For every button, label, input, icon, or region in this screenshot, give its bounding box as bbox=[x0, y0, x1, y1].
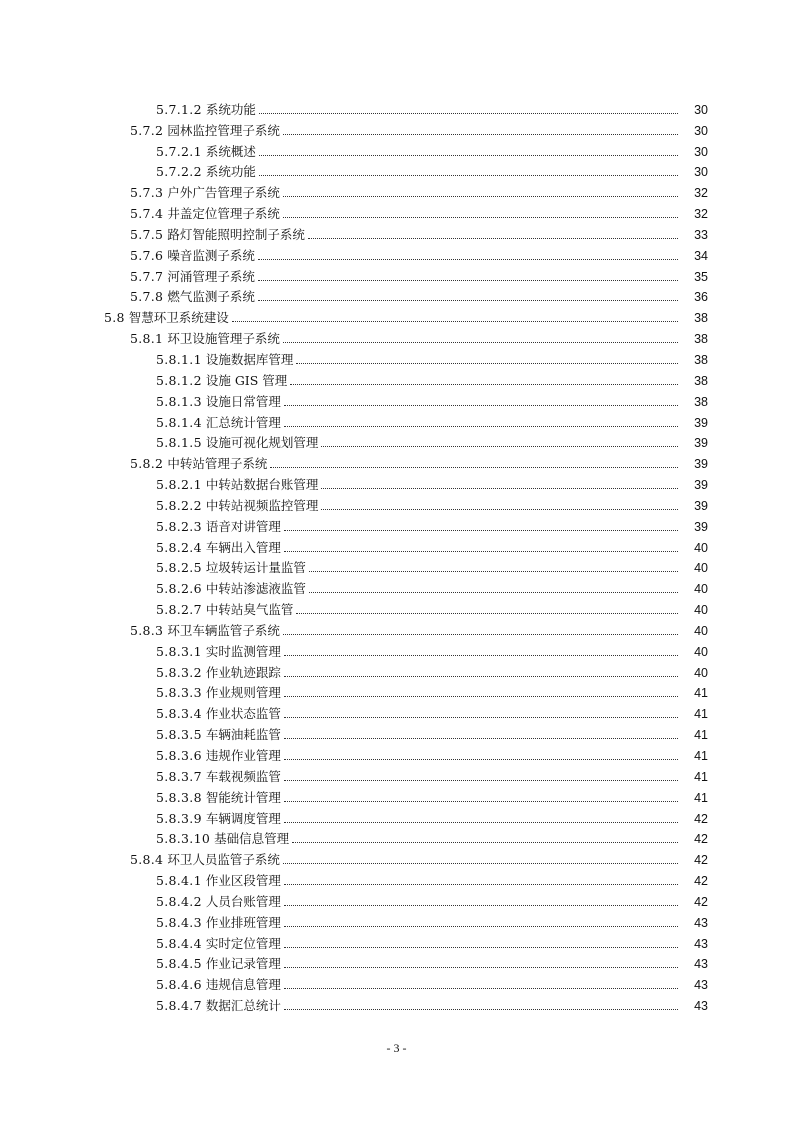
toc-entry[interactable] bbox=[0, 451, 793, 472]
toc-entry-title: 园林监控管理子系统 bbox=[167, 122, 280, 138]
toc-entry[interactable] bbox=[0, 556, 793, 577]
toc-entry[interactable] bbox=[0, 472, 793, 493]
toc-entry-number: 5.8.4.4 bbox=[156, 935, 202, 951]
toc-entry-number: 5.7.3 bbox=[130, 185, 164, 201]
toc-dot-leader bbox=[284, 759, 678, 760]
toc-entry[interactable] bbox=[0, 701, 793, 722]
toc-entry[interactable] bbox=[0, 431, 793, 452]
toc-dot-leader bbox=[284, 988, 678, 989]
toc-entry-title: 垃圾转运计量监管 bbox=[205, 560, 306, 576]
toc-entry-page: 39 bbox=[694, 415, 708, 430]
toc-entry[interactable] bbox=[0, 827, 793, 848]
toc-entry-page: 38 bbox=[694, 311, 708, 326]
toc-entry-page: 41 bbox=[694, 749, 708, 763]
toc-entry-number: 5.8.4.2 bbox=[156, 893, 202, 909]
toc-entry-title: 中转站视频监控管理 bbox=[205, 497, 319, 513]
toc-entry-title: 作业轨迹跟踪 bbox=[205, 664, 281, 680]
toc-dot-leader bbox=[284, 822, 678, 823]
toc-entry-page: 42 bbox=[694, 811, 708, 826]
toc-entry-page: 30 bbox=[694, 102, 708, 117]
toc-dot-leader bbox=[284, 967, 678, 968]
toc-entry-number: 5.8.2.2 bbox=[156, 497, 202, 513]
toc-entry-number: 5.8.1.3 bbox=[156, 393, 202, 409]
toc-entry-title: 车辆出入管理 bbox=[205, 539, 281, 555]
toc-entry-page: 40 bbox=[694, 561, 708, 576]
toc-entry[interactable] bbox=[0, 889, 793, 910]
toc-dot-leader bbox=[309, 592, 678, 593]
toc-dot-leader bbox=[284, 530, 678, 531]
toc-entry-title: 作业规则管理 bbox=[205, 685, 281, 701]
toc-entry-page: 41 bbox=[694, 707, 708, 722]
toc-dot-leader bbox=[284, 426, 678, 427]
toc-entry-title: 环卫人员监管子系统 bbox=[167, 852, 280, 868]
toc-entry[interactable] bbox=[0, 743, 793, 764]
toc-dot-leader bbox=[296, 363, 678, 364]
toc-entry-number: 5.8.3.10 bbox=[156, 831, 211, 847]
toc-entry-title: 燃气监测子系统 bbox=[167, 289, 255, 305]
toc-dot-leader bbox=[283, 217, 678, 218]
toc-entry-number: 5.7.2 bbox=[130, 122, 164, 138]
toc-dot-leader bbox=[284, 1009, 678, 1010]
toc-entry-number: 5.8.3.7 bbox=[156, 768, 202, 784]
toc-entry-title: 系统功能 bbox=[205, 101, 256, 117]
toc-dot-leader bbox=[284, 926, 678, 927]
toc-dot-leader bbox=[284, 780, 678, 781]
toc-entry[interactable] bbox=[0, 326, 793, 347]
toc-entry-number: 5.7.5 bbox=[130, 226, 164, 242]
toc-entry-page: 30 bbox=[694, 144, 708, 159]
toc-dot-leader bbox=[283, 196, 678, 197]
toc-dot-leader bbox=[283, 863, 678, 864]
toc-entry-page: 43 bbox=[694, 936, 708, 951]
toc-entry-title: 智慧环卫系统建设 bbox=[128, 310, 229, 326]
toc-entry-number: 5.8.2.3 bbox=[156, 518, 202, 534]
toc-entry-title: 实时定位管理 bbox=[205, 935, 281, 951]
toc-dot-leader bbox=[284, 676, 678, 677]
toc-entry[interactable] bbox=[0, 389, 793, 410]
toc-dot-leader bbox=[292, 842, 678, 843]
table-of-contents bbox=[0, 97, 793, 1014]
toc-dot-leader bbox=[296, 613, 678, 614]
toc-entry-title: 基础信息管理 bbox=[214, 831, 290, 847]
toc-entry-title: 作业状态监管 bbox=[205, 706, 281, 722]
toc-entry-number: 5.8.2.5 bbox=[156, 560, 202, 576]
page-number: - 3 - bbox=[386, 1041, 407, 1055]
toc-entry-title: 数据汇总统计 bbox=[205, 998, 281, 1014]
toc-entry[interactable] bbox=[0, 618, 793, 639]
toc-entry[interactable] bbox=[0, 368, 793, 389]
toc-entry-number: 5.7.7 bbox=[130, 268, 164, 284]
toc-entry-title: 车辆油耗监管 bbox=[205, 727, 281, 743]
toc-entry-page: 36 bbox=[694, 290, 708, 305]
toc-entry-title: 环卫设施管理子系统 bbox=[167, 331, 280, 347]
toc-entry-page: 42 bbox=[694, 894, 708, 909]
toc-entry-page: 43 bbox=[694, 915, 708, 930]
toc-entry-number: 5.7.2.1 bbox=[156, 143, 202, 159]
toc-dot-leader bbox=[309, 571, 678, 572]
toc-entry[interactable] bbox=[0, 785, 793, 806]
toc-entry-page: 39 bbox=[694, 436, 708, 451]
toc-entry-page: 35 bbox=[694, 269, 708, 284]
toc-entry-number: 5.8.3.3 bbox=[156, 685, 202, 701]
toc-entry-title: 系统概述 bbox=[205, 143, 256, 159]
toc-entry-page: 40 bbox=[694, 665, 708, 680]
toc-entry-number: 5.8.1.4 bbox=[156, 414, 202, 430]
toc-entry-page: 40 bbox=[694, 603, 708, 618]
toc-dot-leader bbox=[270, 467, 678, 468]
toc-entry-title: 车载视频监管 bbox=[205, 768, 281, 784]
toc-entry[interactable] bbox=[0, 243, 793, 264]
toc-entry-number: 5.8.2 bbox=[130, 456, 164, 472]
toc-entry-page: 39 bbox=[694, 519, 708, 534]
toc-entry-title: 智能统计管理 bbox=[205, 789, 281, 805]
toc-entry-page: 38 bbox=[694, 352, 708, 367]
toc-entry-page: 41 bbox=[694, 728, 708, 743]
toc-entry-page: 42 bbox=[694, 832, 708, 847]
toc-entry-title: 作业记录管理 bbox=[205, 956, 281, 972]
toc-entry-title: 环卫车辆监管子系统 bbox=[167, 622, 280, 638]
toc-entry-title: 人员台账管理 bbox=[205, 893, 281, 909]
toc-entry-page: 38 bbox=[694, 332, 708, 347]
toc-entry-title: 河涌管理子系统 bbox=[167, 268, 255, 284]
toc-entry-title: 违规作业管理 bbox=[205, 748, 281, 763]
toc-entry-number: 5.8.1 bbox=[130, 331, 164, 347]
toc-entry[interactable] bbox=[0, 910, 793, 931]
toc-dot-leader bbox=[290, 384, 678, 385]
toc-dot-leader bbox=[258, 300, 678, 301]
toc-entry-title: 井盖定位管理子系统 bbox=[167, 206, 280, 222]
toc-entry-number: 5.8.3 bbox=[130, 622, 164, 638]
toc-entry[interactable] bbox=[0, 952, 793, 973]
toc-entry-number: 5.8.4.6 bbox=[156, 977, 202, 993]
toc-entry[interactable] bbox=[0, 847, 793, 868]
toc-dot-leader bbox=[283, 634, 678, 635]
toc-entry-number: 5.7.6 bbox=[130, 247, 164, 263]
toc-dot-leader bbox=[283, 134, 678, 135]
toc-entry-title: 中转站数据台账管理 bbox=[205, 477, 319, 493]
toc-entry-title: 噪音监测子系统 bbox=[167, 247, 255, 263]
toc-entry-number: 5.8.1.5 bbox=[156, 435, 202, 451]
toc-entry-page: 39 bbox=[694, 478, 708, 493]
toc-entry[interactable] bbox=[0, 681, 793, 702]
toc-entry-number: 5.7.1.2 bbox=[156, 101, 202, 117]
toc-dot-leader bbox=[283, 342, 678, 343]
toc-dot-leader bbox=[284, 905, 678, 906]
toc-entry[interactable] bbox=[0, 410, 793, 431]
toc-entry[interactable] bbox=[0, 535, 793, 556]
toc-entry-page: 43 bbox=[694, 978, 708, 993]
toc-entry-page: 38 bbox=[694, 394, 708, 409]
toc-entry-page: 40 bbox=[694, 582, 708, 597]
toc-entry-title: 设施 GIS 管理 bbox=[205, 372, 288, 388]
toc-dot-leader bbox=[321, 446, 678, 447]
toc-entry-page: 42 bbox=[694, 874, 708, 889]
toc-entry-page: 33 bbox=[694, 227, 708, 242]
toc-entry-page: 39 bbox=[694, 498, 708, 513]
toc-entry[interactable] bbox=[0, 514, 793, 535]
toc-entry-title: 实时监测管理 bbox=[205, 643, 281, 659]
toc-dot-leader bbox=[284, 801, 678, 802]
toc-entry-page: 30 bbox=[694, 165, 708, 180]
toc-entry-number: 5.8.4.1 bbox=[156, 873, 202, 889]
toc-dot-leader bbox=[321, 509, 678, 510]
toc-dot-leader bbox=[284, 738, 678, 739]
toc-entry-title: 路灯智能照明控制子系统 bbox=[167, 226, 305, 242]
toc-entry-title: 违规信息管理 bbox=[205, 977, 281, 993]
toc-entry-title: 户外广告管理子系统 bbox=[167, 185, 280, 201]
toc-entry[interactable] bbox=[0, 972, 793, 993]
toc-entry-page: 34 bbox=[694, 248, 708, 263]
toc-entry[interactable] bbox=[0, 806, 793, 827]
toc-entry[interactable] bbox=[0, 347, 793, 368]
toc-dot-leader bbox=[259, 155, 678, 156]
toc-entry[interactable] bbox=[0, 722, 793, 743]
toc-dot-leader bbox=[284, 696, 678, 697]
toc-entry-number: 5.8.3.1 bbox=[156, 643, 202, 659]
toc-dot-leader bbox=[284, 884, 678, 885]
toc-entry-title: 作业区段管理 bbox=[205, 873, 281, 889]
toc-entry-number: 5.8.3.8 bbox=[156, 789, 202, 805]
toc-dot-leader bbox=[284, 655, 678, 656]
toc-entry-page: 32 bbox=[694, 186, 708, 201]
toc-entry-title: 中转站管理子系统 bbox=[167, 456, 268, 472]
toc-entry-number: 5.8.4.3 bbox=[156, 914, 202, 930]
toc-dot-leader bbox=[232, 321, 678, 322]
toc-entry-page: 40 bbox=[694, 623, 708, 638]
toc-entry-title: 设施日常管理 bbox=[205, 393, 281, 409]
toc-entry[interactable] bbox=[0, 764, 793, 785]
toc-entry-title: 中转站臭气监管 bbox=[205, 602, 294, 618]
toc-entry-page: 40 bbox=[694, 644, 708, 659]
toc-dot-leader bbox=[284, 947, 678, 948]
toc-entry[interactable] bbox=[0, 285, 793, 306]
toc-entry[interactable] bbox=[0, 597, 793, 618]
toc-entry[interactable] bbox=[0, 993, 793, 1014]
toc-entry-page: 40 bbox=[694, 540, 708, 555]
toc-entry[interactable] bbox=[0, 639, 793, 660]
toc-entry-page: 32 bbox=[694, 207, 708, 222]
toc-entry[interactable] bbox=[0, 868, 793, 889]
toc-entry[interactable] bbox=[0, 201, 793, 222]
toc-entry[interactable] bbox=[0, 222, 793, 243]
toc-entry-page: 43 bbox=[694, 957, 708, 972]
toc-entry-title: 作业排班管理 bbox=[205, 914, 281, 930]
toc-dot-leader bbox=[308, 238, 678, 239]
toc-entry-number: 5.7.2.2 bbox=[156, 164, 202, 180]
toc-entry-number: 5.8.2.7 bbox=[156, 602, 202, 618]
toc-entry-number: 5.8.1.1 bbox=[156, 351, 202, 367]
toc-entry[interactable] bbox=[0, 118, 793, 139]
toc-entry-number: 5.8.3.5 bbox=[156, 727, 202, 743]
toc-entry-number: 5.8.4.5 bbox=[156, 956, 202, 972]
toc-entry-number: 5.8.3.2 bbox=[156, 664, 202, 680]
toc-entry-title: 设施数据库管理 bbox=[205, 351, 294, 367]
toc-entry-number: 5.8.2.6 bbox=[156, 581, 202, 597]
toc-dot-leader bbox=[284, 405, 678, 406]
toc-dot-leader bbox=[321, 488, 678, 489]
toc-dot-leader bbox=[258, 259, 678, 260]
toc-entry-page: 41 bbox=[694, 790, 708, 805]
toc-entry[interactable] bbox=[0, 660, 793, 681]
toc-entry[interactable] bbox=[0, 931, 793, 952]
toc-entry-title: 车辆调度管理 bbox=[205, 810, 281, 826]
toc-entry-number: 5.8.3.6 bbox=[156, 748, 202, 763]
toc-entry-page: 41 bbox=[694, 769, 708, 784]
toc-entry-title: 设施可视化规划管理 bbox=[205, 435, 319, 451]
toc-dot-leader bbox=[259, 113, 678, 114]
toc-entry-page: 30 bbox=[694, 123, 708, 138]
toc-entry-number: 5.8.4.7 bbox=[156, 998, 202, 1014]
toc-entry-page: 41 bbox=[694, 686, 708, 701]
toc-entry[interactable] bbox=[0, 305, 793, 326]
toc-entry-number: 5.8.3.9 bbox=[156, 810, 202, 826]
toc-entry-number: 5.8.2.1 bbox=[156, 477, 202, 493]
toc-entry[interactable] bbox=[0, 493, 793, 514]
toc-entry[interactable] bbox=[0, 180, 793, 201]
toc-entry-title: 汇总统计管理 bbox=[205, 414, 281, 430]
toc-dot-leader bbox=[284, 551, 678, 552]
toc-dot-leader bbox=[258, 280, 678, 281]
toc-entry-number: 5.8.3.4 bbox=[156, 706, 202, 722]
toc-entry-number: 5.8 bbox=[104, 310, 125, 326]
toc-entry-title: 系统功能 bbox=[205, 164, 256, 180]
toc-entry[interactable] bbox=[0, 97, 793, 118]
toc-entry[interactable] bbox=[0, 139, 793, 160]
toc-entry-page: 39 bbox=[694, 457, 708, 472]
toc-entry-number: 5.8.2.4 bbox=[156, 539, 202, 555]
toc-entry-page: 42 bbox=[694, 853, 708, 868]
toc-dot-leader bbox=[259, 175, 678, 176]
toc-entry[interactable] bbox=[0, 264, 793, 285]
toc-entry[interactable] bbox=[0, 160, 793, 181]
toc-entry-number: 5.8.4 bbox=[130, 852, 164, 868]
toc-entry-page: 38 bbox=[694, 373, 708, 388]
toc-entry-number: 5.8.1.2 bbox=[156, 372, 202, 388]
toc-entry-number: 5.7.4 bbox=[130, 206, 164, 222]
toc-entry-title: 语音对讲管理 bbox=[205, 518, 281, 534]
toc-dot-leader bbox=[284, 717, 678, 718]
toc-entry-number: 5.7.8 bbox=[130, 289, 164, 305]
toc-entry[interactable] bbox=[0, 576, 793, 597]
toc-entry-title: 中转站渗滤液监管 bbox=[205, 581, 306, 597]
toc-entry-page: 43 bbox=[694, 999, 708, 1014]
